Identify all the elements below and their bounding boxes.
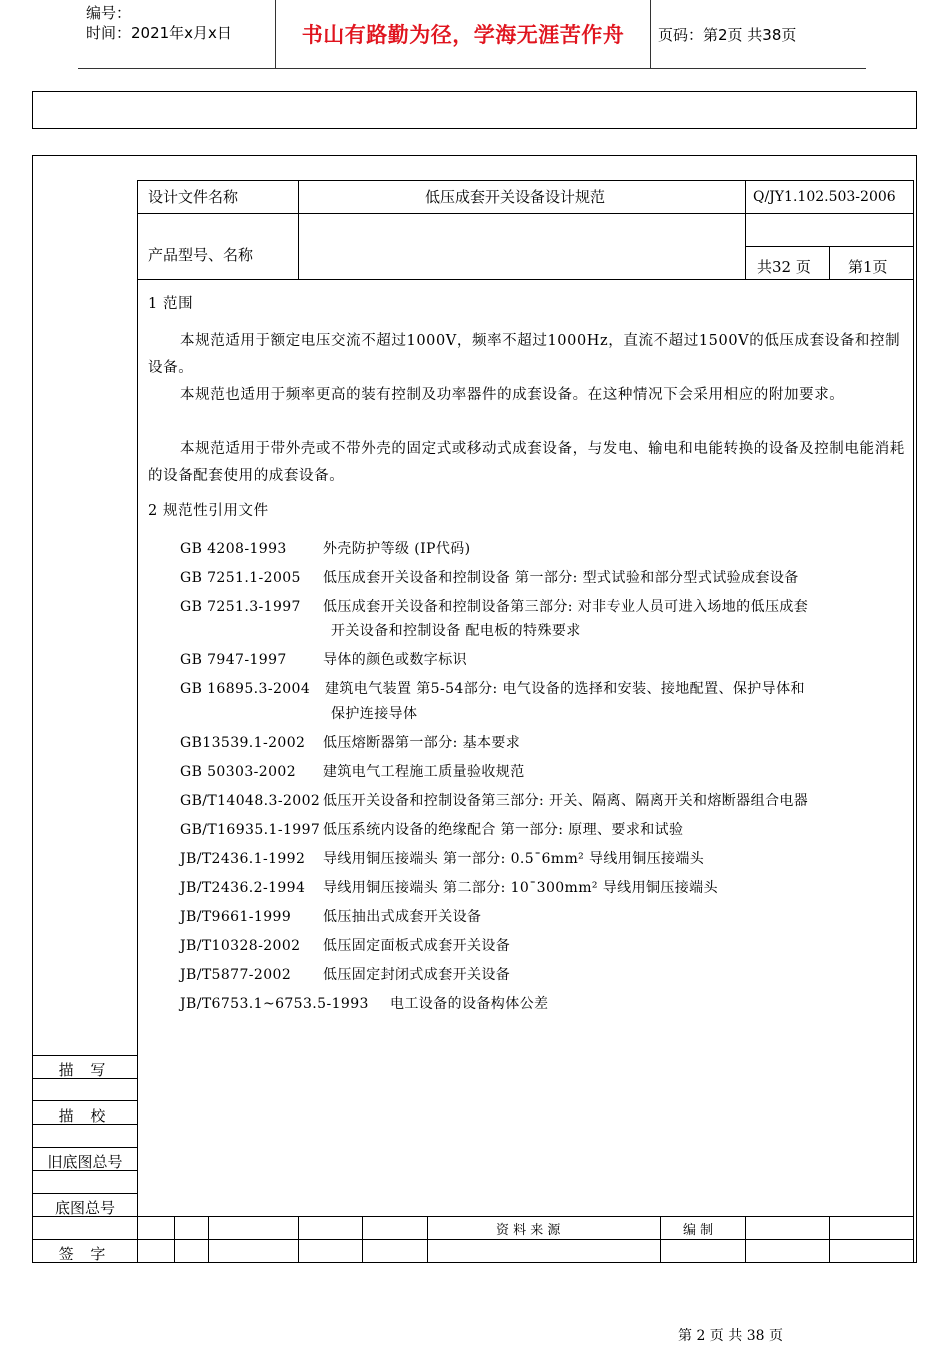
side-line (32, 1193, 138, 1194)
section-2-title: 2 规范性引用文件 (148, 503, 269, 519)
old-base-number-label: 旧底图总号 (47, 1153, 123, 1171)
side-line (32, 1055, 138, 1056)
section-1-paragraph-2: 本规范也适用于频率更高的装有控制及功率器件的成套设备。在这种情况下会采用相应的附加要求。 (180, 387, 845, 403)
grid-line (660, 1216, 661, 1263)
table-line (137, 279, 914, 280)
section-1-paragraph-1: 本规范适用于额定电压交流不超过1000V，频率不超过1000Hz，直流不超过1500V的低压成套设备和控制设备。 (148, 333, 901, 376)
side-line (32, 1239, 138, 1240)
table-line (137, 213, 914, 214)
table-line (745, 180, 746, 279)
grid-line (298, 1216, 299, 1263)
grid-line (745, 1216, 746, 1263)
top-empty-box (32, 91, 917, 129)
grid-line (137, 1239, 914, 1240)
section-1-title: 1 范围 (148, 296, 194, 312)
sign-label: 签 字 (58, 1245, 112, 1263)
grid-line (208, 1216, 209, 1263)
page-footer: 第 2 页 共 38 页 (678, 1328, 783, 1344)
side-line (32, 1100, 138, 1101)
base-number-label: 底图总号 (54, 1199, 115, 1217)
compile-label: 编 制 (683, 1223, 714, 1238)
product-label: 产品型号、名称 (148, 246, 254, 264)
time-label: 时间：2021年x月x日 (86, 24, 232, 42)
total-pages: 共32 页 (757, 258, 811, 276)
design-doc-name: 低压成套开关设备设计规范 (425, 188, 606, 206)
section-1-paragraph-3: 本规范适用于带外壳或不带外壳的固定式或移动式成套设备，与发电、输电和电能转换的设备及控制电能消耗的设备配套使用的成套设备。 (148, 441, 905, 484)
grid-line (427, 1216, 428, 1263)
side-line (32, 1147, 138, 1148)
number-label: 编号： (86, 4, 132, 22)
page-number: 第1页 (848, 258, 888, 276)
page-header (78, 0, 866, 69)
header-motto: 书山有路勤为径，学海无涯苦作舟 (276, 0, 651, 68)
trace-label: 描 写 (58, 1061, 112, 1079)
grid-line (829, 1216, 830, 1263)
table-line (829, 246, 830, 279)
doc-code: Q/JY1.102.503-2006 (753, 189, 896, 205)
data-source-label: 资 料 来 源 (496, 1223, 561, 1238)
grid-line (362, 1216, 363, 1263)
header-page-info: 页码：第2页 共38页 (658, 25, 797, 44)
header-meta (78, 0, 276, 68)
grid-line (174, 1216, 175, 1263)
design-doc-label: 设计文件名称 (148, 188, 239, 206)
grid-line (137, 1216, 914, 1217)
check-label: 描 校 (58, 1107, 112, 1125)
table-line (298, 180, 299, 279)
